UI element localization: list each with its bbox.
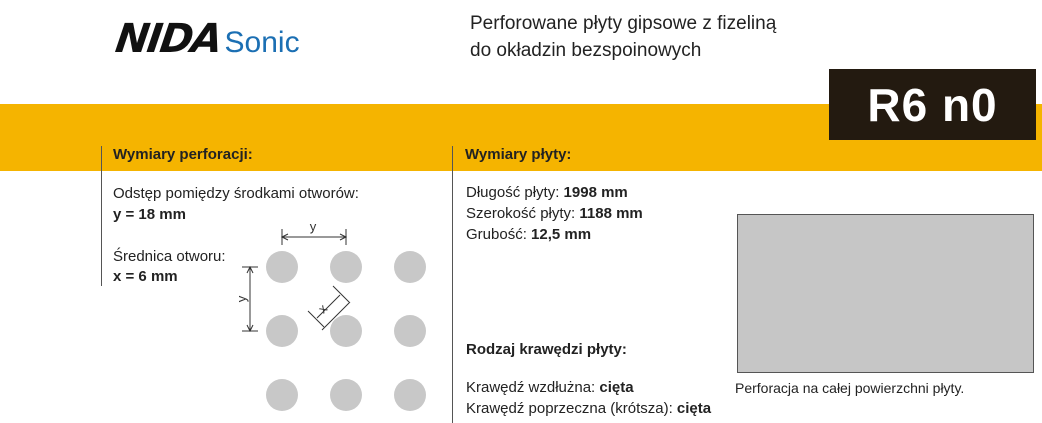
board-width-label: Szerokość płyty: <box>466 205 580 222</box>
board-length <box>466 183 628 202</box>
edge-long-value: cięta <box>599 379 634 396</box>
hole <box>266 251 298 283</box>
edge-short-label: Krawędź poprzeczna (krótsza): <box>466 400 677 417</box>
board-width-value: 1188 mm <box>579 205 643 222</box>
spacing-label: Odstęp pomiędzy środkami otworów: <box>113 185 359 202</box>
dimension-label-y-left: y <box>234 295 249 303</box>
board-thickness <box>466 225 591 244</box>
board-length-value: 1998 mm <box>563 184 628 201</box>
board-preview-panel <box>737 214 1034 373</box>
hole <box>394 315 426 347</box>
diameter-label: Średnica otworu: <box>113 248 226 265</box>
logo-brand: NIDA <box>112 16 224 62</box>
hole <box>394 379 426 411</box>
board-thickness-value: 12,5 mm <box>531 226 592 243</box>
edge-long <box>466 378 634 397</box>
hole <box>330 379 362 411</box>
left-divider <box>101 146 102 286</box>
spacing-value: y = 18 mm <box>113 206 186 223</box>
logo-sub: Sonic <box>224 26 300 59</box>
title-line-2: do okładzin bezspoinowych <box>470 40 702 61</box>
hole <box>266 315 298 347</box>
nida-sonic-logo <box>112 16 300 62</box>
diameter-value: x = 6 mm <box>113 268 178 285</box>
hole <box>266 379 298 411</box>
board-length-label: Długość płyty: <box>466 184 564 201</box>
middle-divider <box>452 146 453 423</box>
title-line-1: Perforowane płyty gipsowe z fizeliną <box>470 13 777 34</box>
board-heading: Wymiary płyty: <box>465 146 572 163</box>
hole <box>330 251 362 283</box>
dimension-label-y-top: y <box>309 219 317 234</box>
edges-heading: Rodzaj krawędzi płyty: <box>466 341 627 358</box>
perforation-diagram <box>225 215 440 420</box>
panel-caption: Perforacja na całej powierzchni płyty. <box>735 380 965 396</box>
hole <box>394 251 426 283</box>
document-title <box>470 10 776 64</box>
edge-long-label: Krawędź wzdłużna: <box>466 379 600 396</box>
edge-short-value: cięta <box>676 400 712 417</box>
hole <box>330 315 362 347</box>
board-thickness-label: Grubość: <box>466 226 532 243</box>
perforation-heading: Wymiary perforacji: <box>113 146 253 163</box>
edge-short <box>466 399 711 418</box>
product-code-badge: R6 n0 <box>829 69 1036 140</box>
perforation-holes <box>266 251 426 411</box>
dimension-label-x: x <box>315 301 331 317</box>
board-width <box>466 204 643 223</box>
